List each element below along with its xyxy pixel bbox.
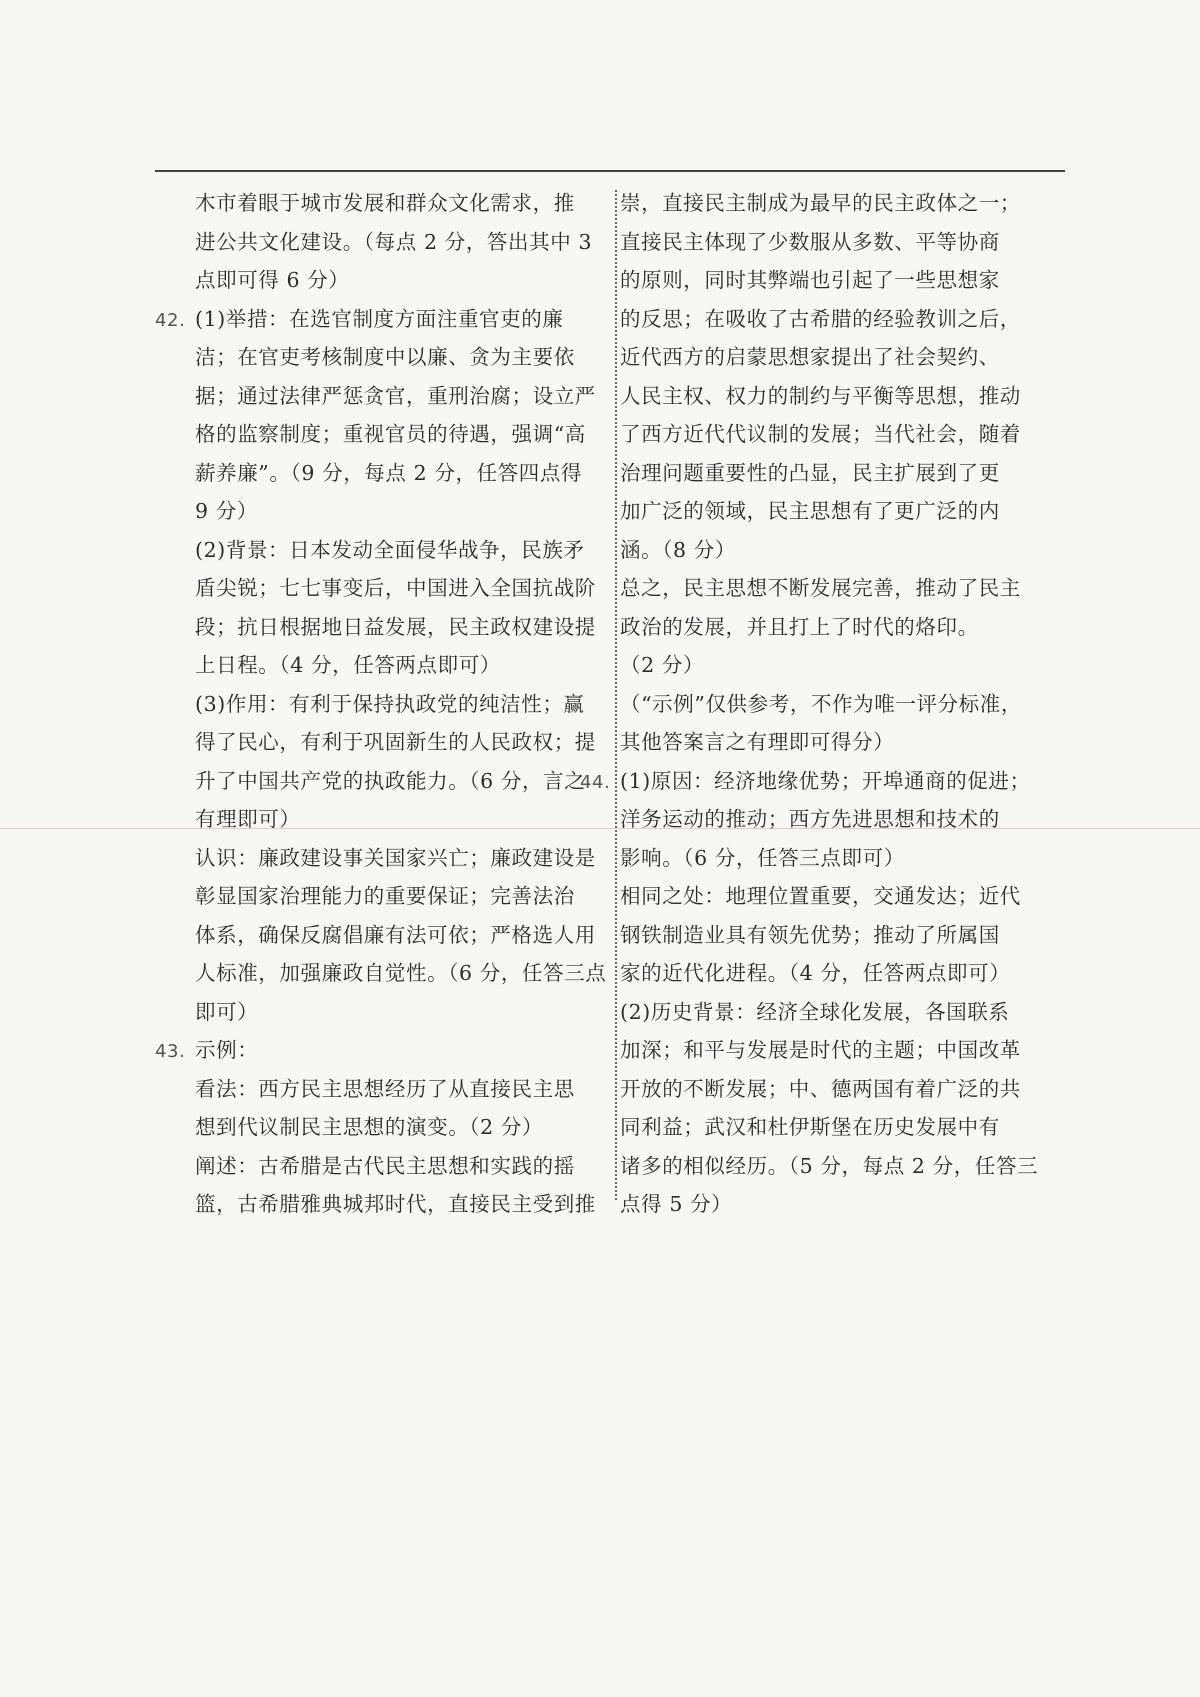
line-text: 升了中国共产党的执政能力。（6 分，言之 — [195, 768, 586, 793]
answer-line — [155, 916, 596, 955]
line-text: 9 分） — [195, 499, 258, 523]
line-text: 认识：廉政建设事关国家兴亡；廉政建设是 — [195, 845, 596, 870]
answer-line — [620, 569, 1040, 608]
line-text: 阐述：古希腊是古代民主思想和实践的摇 — [195, 1153, 575, 1178]
answer-line — [620, 646, 1040, 685]
answer-line — [620, 800, 1040, 839]
answer-line — [620, 954, 1040, 993]
answer-line — [620, 877, 1040, 916]
answer-line — [155, 608, 596, 647]
question-number: 42. — [155, 309, 186, 331]
line-text: 家的近代化进程。（4 分，任答两点即可） — [620, 961, 1011, 985]
question-number: 44. — [580, 771, 611, 793]
line-text: 直接民主体现了少数服从多数、平等协商 — [620, 229, 1000, 254]
answer-line — [155, 685, 585, 724]
line-text: 总之，民主思想不断发展完善，推动了民主 — [620, 576, 1021, 600]
line-text: (2)历史背景：经济全球化发展，各国联系 — [620, 999, 1010, 1024]
answer-line — [155, 839, 596, 878]
answer-line — [620, 1108, 1040, 1147]
answer-line — [155, 569, 596, 608]
answer-line — [155, 531, 585, 570]
line-text: (3)作用：有利于保持执政党的纯洁性；赢 — [195, 691, 585, 716]
line-text: 上日程。（4 分，任答两点即可） — [195, 653, 501, 677]
answer-line — [620, 723, 1040, 762]
answer-line — [620, 608, 1040, 647]
answer-line — [620, 184, 1040, 223]
line-text: 段；抗日根据地日益发展，民主政权建设提 — [195, 614, 596, 639]
answer-line — [155, 377, 596, 416]
answer-line — [155, 492, 575, 531]
answer-line — [620, 415, 1040, 454]
line-text: 得了民心，有利于巩固新生的人民政权；提 — [195, 730, 596, 754]
line-text: 看法：西方民主思想经历了从直接民主思 — [195, 1076, 575, 1101]
header-rule — [155, 170, 1065, 172]
answer-line — [155, 1070, 575, 1109]
answer-line — [620, 993, 1040, 1032]
answer-line — [155, 954, 607, 993]
line-text: (2)背景：日本发动全面侵华战争，民族矛 — [195, 537, 585, 562]
answer-column-right — [580, 184, 1040, 1224]
line-text: 的反思；在吸收了古希腊的经验教训之后， — [620, 306, 1021, 331]
answer-line — [620, 839, 1040, 878]
answer-line — [620, 300, 1040, 339]
answer-line — [620, 1070, 1040, 1109]
answer-line — [620, 1031, 1040, 1070]
line-text: 钢铁制造业具有领先优势；推动了所属国 — [620, 922, 1000, 947]
line-text: 加深；和平与发展是时代的主题；中国改革 — [620, 1038, 1021, 1062]
line-text: 有理即可） — [195, 807, 301, 831]
line-text: 人标准，加强廉政自觉性。（6 分，任答三点 — [195, 961, 607, 985]
line-text: 的原则，同时其弊端也引起了一些思想家 — [620, 268, 1000, 292]
answer-line — [620, 454, 1040, 493]
line-text: 涵。（8 分） — [620, 537, 737, 562]
line-text: 其他答案言之有理即可得分） — [620, 730, 895, 754]
answer-line — [620, 531, 1040, 570]
answer-line — [155, 877, 575, 916]
line-text: 即可） — [195, 999, 259, 1024]
answer-line — [155, 1108, 575, 1147]
line-text: 木市着眼于城市发展和群众文化需求，推 — [195, 191, 575, 215]
line-text: 进公共文化建设。（每点 2 分，答出其中 3 — [195, 229, 593, 254]
line-text: 了西方近代代议制的发展；当代社会，随着 — [620, 422, 1021, 446]
line-text: 加广泛的领域，民主思想有了更广泛的内 — [620, 499, 1000, 523]
answer-line — [155, 800, 575, 839]
answer-line — [155, 261, 575, 300]
answer-line — [620, 261, 1040, 300]
line-text: 洁；在官吏考核制度中以廉、贪为主要依 — [195, 345, 575, 369]
line-text: 点得 5 分） — [620, 1192, 733, 1216]
answer-line — [620, 1185, 1040, 1224]
answer-line — [155, 300, 575, 339]
line-text: 同利益；武汉和杜伊斯堡在历史发展中有 — [620, 1115, 1000, 1139]
line-text: 诸多的相似经历。（5 分，每点 2 分，任答三 — [620, 1153, 1039, 1178]
answer-line — [620, 685, 1040, 724]
answer-line — [620, 492, 1040, 531]
line-text: 据；通过法律严惩贪官，重刑治腐；设立严 — [195, 383, 596, 408]
line-text: 近代西方的启蒙思想家提出了社会契约、 — [620, 345, 1000, 369]
line-text: （2 分） — [620, 653, 705, 677]
answer-line — [620, 1147, 1040, 1186]
line-text: 洋务运动的推动；西方先进思想和技术的 — [620, 807, 1000, 831]
answer-line — [155, 415, 586, 454]
answer-line — [620, 338, 1040, 377]
answer-line — [580, 762, 1040, 801]
question-number: 43. — [155, 1041, 186, 1062]
line-text: 彰显国家治理能力的重要保证；完善法治 — [195, 884, 575, 908]
answer-line — [155, 184, 575, 223]
line-text: （“示例”仅供参考，不作为唯一评分标准， — [620, 691, 1022, 716]
line-text: 篮，古希腊雅典城邦时代，直接民主受到推 — [195, 1192, 596, 1216]
answer-line — [155, 646, 575, 685]
answer-line — [155, 1147, 575, 1186]
line-text: 相同之处：地理位置重要，交通发达；近代 — [620, 884, 1021, 908]
answer-line — [155, 1031, 575, 1070]
answer-line — [620, 916, 1040, 955]
line-text: 盾尖锐；七七事变后，中国进入全国抗战阶 — [195, 576, 596, 600]
line-text: 崇，直接民主制成为最早的民主政体之一； — [620, 191, 1021, 215]
line-text: 薪养廉”。（9 分，每点 2 分，任答四点得 — [195, 460, 583, 485]
line-text: 治理问题重要性的凸显，民主扩展到了更 — [620, 460, 1000, 485]
line-text: 开放的不断发展；中、德两国有着广泛的共 — [620, 1076, 1021, 1101]
line-text: 格的监察制度；重视官员的待遇，强调“高 — [195, 422, 586, 446]
answer-line — [155, 993, 575, 1032]
line-text: (1)原因：经济地缘优势；开埠通商的促进； — [620, 768, 1031, 793]
answer-line — [620, 223, 1040, 262]
line-text: 影响。（6 分，任答三点即可） — [620, 845, 905, 870]
line-text: 示例： — [195, 1038, 259, 1062]
answer-line — [155, 1185, 596, 1224]
answer-line — [155, 762, 586, 801]
answer-line — [155, 223, 593, 262]
answer-line — [620, 377, 1040, 416]
line-text: 体系，确保反腐倡廉有法可依；严格选人用 — [195, 922, 596, 947]
answer-line — [155, 454, 583, 493]
line-text: 人民主权、权力的制约与平衡等思想，推动 — [620, 383, 1021, 408]
line-text: 想到代议制民主思想的演变。（2 分） — [195, 1115, 544, 1139]
answer-line — [155, 723, 596, 762]
column-divider — [615, 190, 617, 1200]
line-text: 政治的发展，并且打上了时代的烙印。 — [620, 614, 979, 639]
line-text: (1)举措：在选官制度方面注重官吏的廉 — [195, 306, 564, 331]
line-text: 点即可得 6 分） — [195, 268, 350, 292]
answer-line — [155, 338, 575, 377]
